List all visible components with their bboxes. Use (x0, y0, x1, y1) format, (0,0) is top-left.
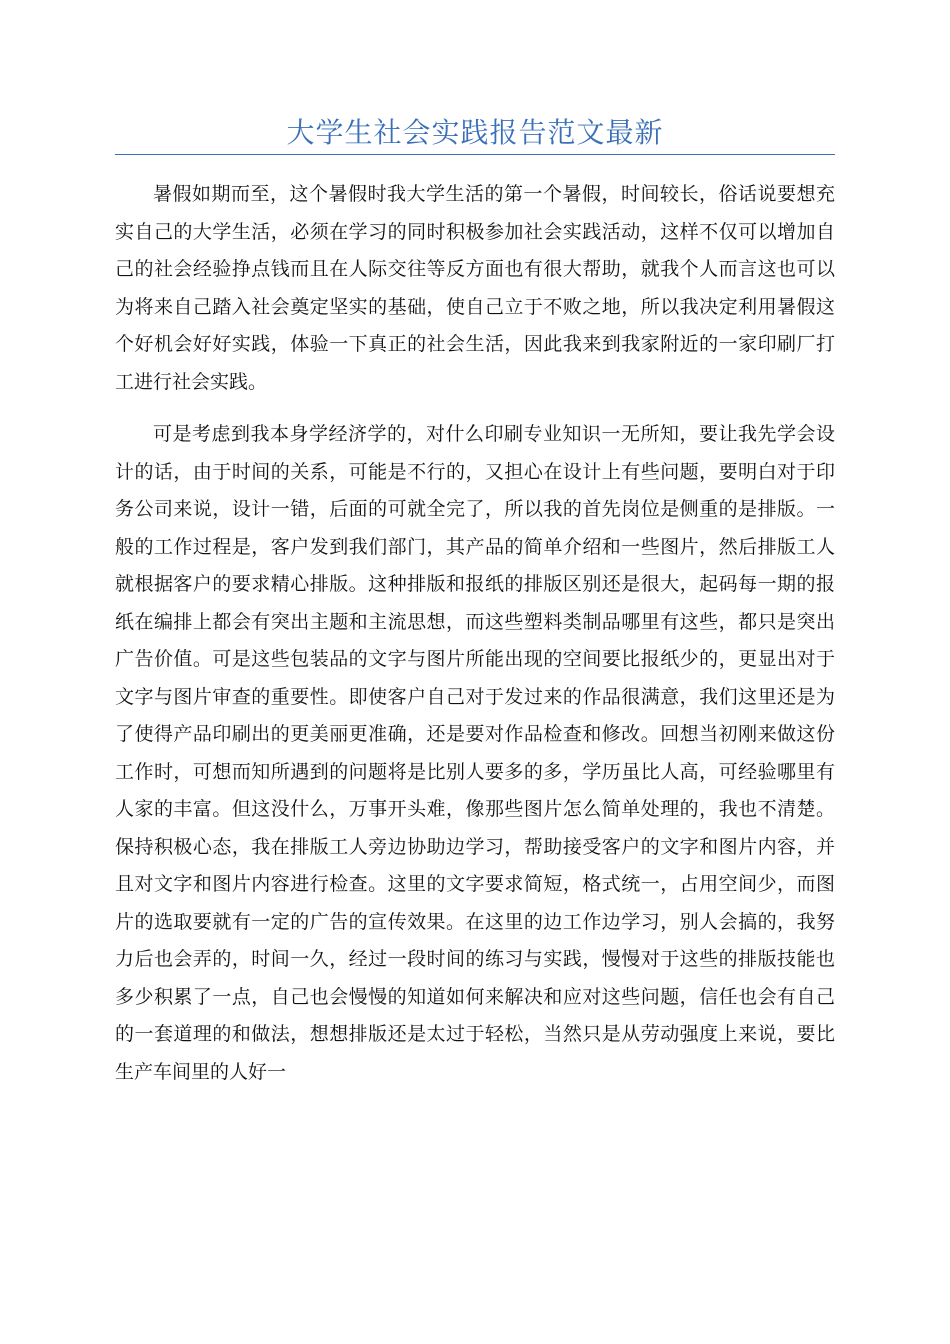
title-underline (115, 154, 835, 155)
document-body (115, 176, 835, 1091)
body-paragraph-2: 可是考虑到我本身学经济学的，对什么印刷专业知识一无所知，要让我先学会设计的话，由于时间的关系，可能是不行的，又担心在设计上有些问题，要明白对于印务公司来说，设计一错，后面的可就全完了，所以我的首先岗位是侧重的是排版。一般的工作过程是，客户发到我们部门，其产品的简单介绍和一些图片，然后排版工人就根据客户的要求精心排版。这种排版和报纸的排版区别还是很大，起码每一期的报纸在编排上都会有突出主题和主流思想，而这些塑料类制品哪里有这些，都只是突出广告价值。可是这些包装品的文字与图片所能出现的空间要比报纸少的，更显出对于文字与图片审查的重要性。即使客户自己对于发过来的作品很满意，我们这里还是为了使得产品印刷出的更美丽更准确，还是要对作品检查和修改。回想当初刚来做这份工作时，可想而知所遇到的问题将是比别人要多的多，学历虽比人高，可经验哪里有人家的丰富。但这没什么，万事开头难，像那些图片怎么简单处理的，我也不清楚。保持积极心态，我在排版工人旁边协助边学习，帮助接受客户的文字和图片内容，并且对文字和图片内容进行检查。这里的文字要求简短，格式统一，占用空间少，而图片的选取要就有一定的广告的宣传效果。在这里的边工作边学习，别人会搞的，我努力后也会弄的，时间一久，经过一段时间的练习与实践，慢慢对于这些的排版技能也多少积累了一点，自己也会慢慢的知道如何来解决和应对这些问题，信任也会有自己的一套道理的和做法，想想排版还是太过于轻松，当然只是从劳动强度上来说，要比生产车间里的人好一 (115, 423, 835, 1083)
document-title: 大学生社会实践报告范文最新 (286, 116, 664, 149)
body-paragraph-1: 暑假如期而至，这个暑假时我大学生活的第一个暑假，时间较长，俗话说要想充实自己的大学生活，必须在学习的同时积极参加社会实践活动，这样不仅可以增加自己的社会经验挣点钱而且在人际交往等反方面也有很大帮助，就我个人而言这也可以为将来自己踏入社会奠定坚实的基础，使自己立于不败之地，所以我决定利用暑假这个好机会好好实践，体验一下真正的社会生活，因此我来到我家附近的一家印刷厂打工进行社会实践。 (115, 183, 835, 393)
